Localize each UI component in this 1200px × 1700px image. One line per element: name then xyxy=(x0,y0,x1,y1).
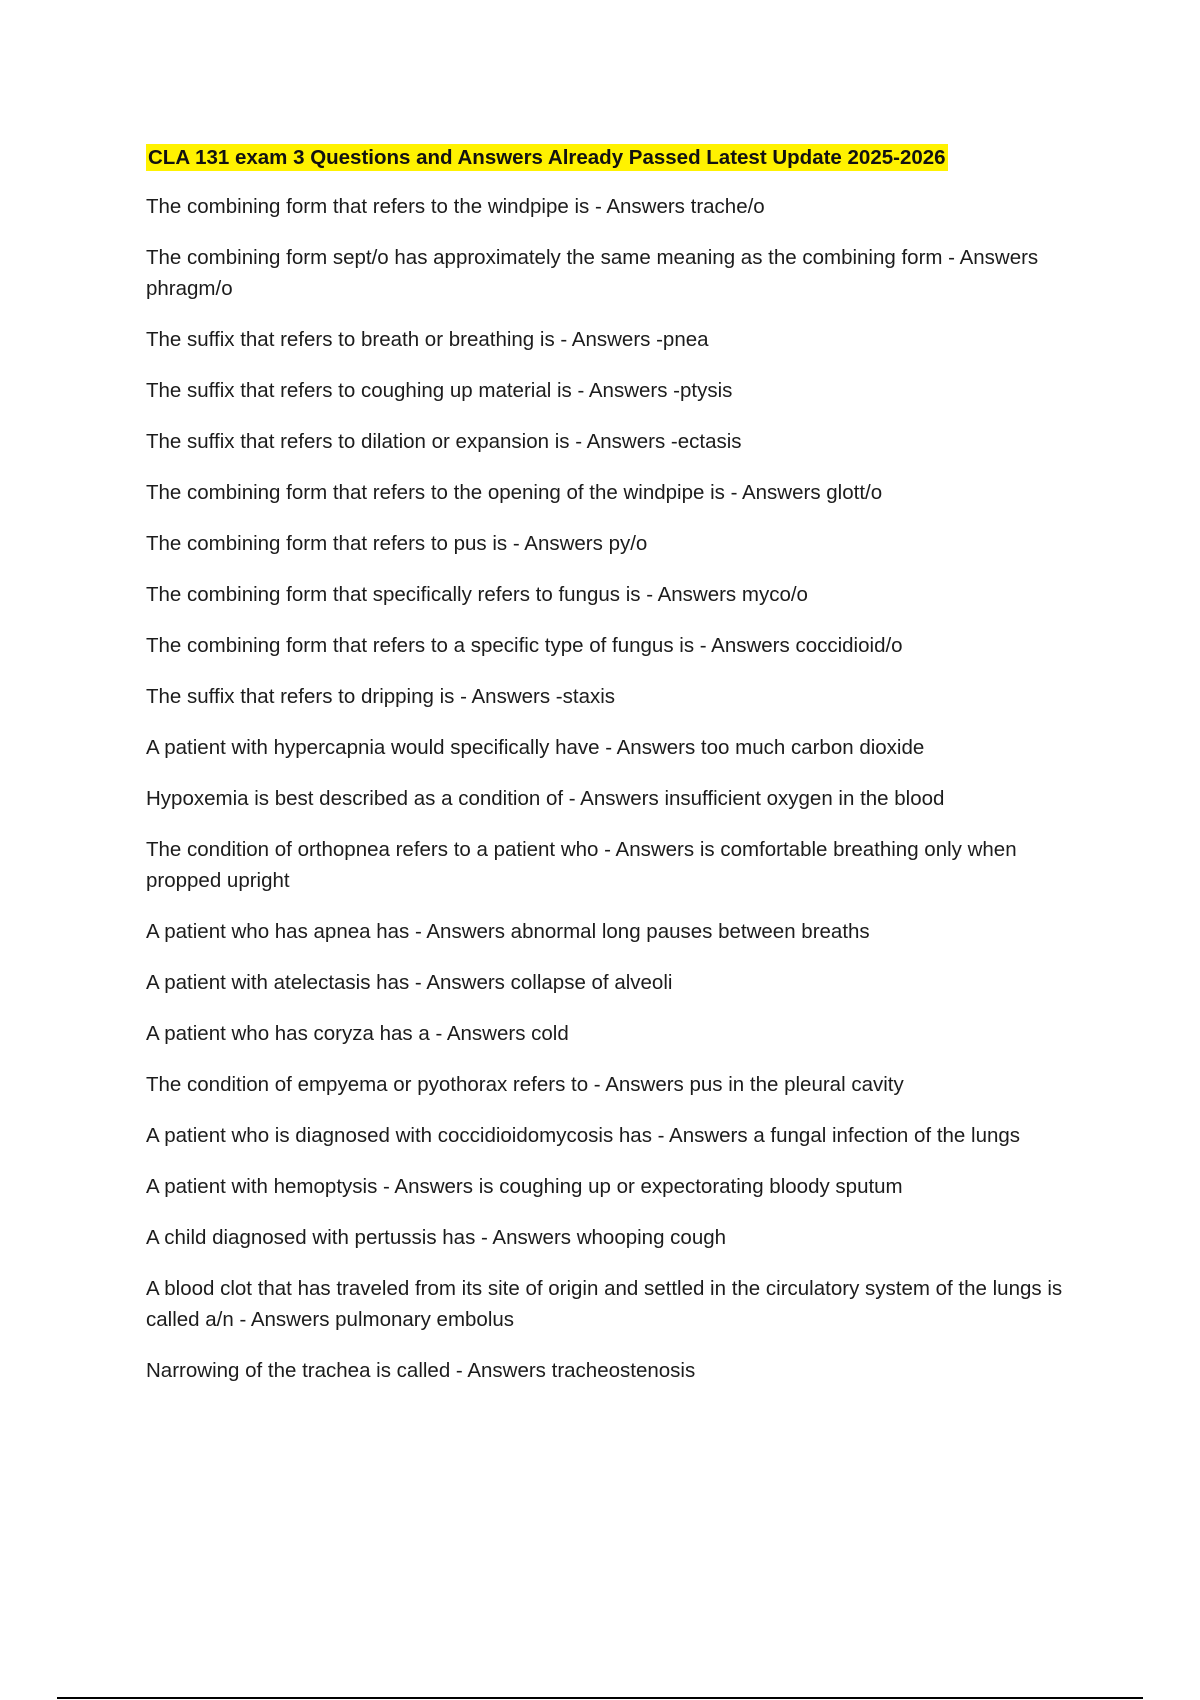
qa-item: A patient with hemoptysis - Answers is coughing up or expectorating bloody sputum xyxy=(146,1175,903,1198)
qa-item: A patient who has coryza has a - Answers cold xyxy=(146,1022,569,1045)
qa-item: A patient with hypercapnia would specifically have - Answers too much carbon dioxide xyxy=(146,736,925,759)
qa-item: The combining form that refers to the windpipe is - Answers trache/o xyxy=(146,195,765,218)
qa-item: The condition of orthopnea refers to a patient who - Answers is comfortable breathing only when propped upright xyxy=(146,838,1017,892)
qa-item: A patient who has apnea has - Answers abnormal long pauses between breaths xyxy=(146,920,870,943)
qa-item: The suffix that refers to dripping is - Answers -staxis xyxy=(146,685,616,708)
qa-item: A patient who is diagnosed with coccidioidomycosis has - Answers a fungal infection of the lungs xyxy=(146,1124,1021,1147)
qa-item: A blood clot that has traveled from its site of origin and settled in the circulatory system of the lungs is called a/n - Answers pulmonary embolus xyxy=(146,1277,1063,1331)
qa-item: The combining form sept/o has approximately the same meaning as the combining form - Answers phragm/o xyxy=(146,246,1039,300)
qa-item: The combining form that refers to the opening of the windpipe is - Answers glott/o xyxy=(146,481,883,504)
qa-list xyxy=(146,191,1086,1386)
qa-item: The combining form that refers to a specific type of fungus is - Answers coccidioid/o xyxy=(146,634,903,657)
qa-item: The combining form that refers to pus is - Answers py/o xyxy=(146,532,648,555)
qa-item: The combining form that specifically refers to fungus is - Answers myco/o xyxy=(146,583,808,606)
qa-item: Hypoxemia is best described as a condition of - Answers insufficient oxygen in the blood xyxy=(146,787,945,810)
page-bottom-rule xyxy=(57,1697,1143,1699)
qa-item: A child diagnosed with pertussis has - Answers whooping cough xyxy=(146,1226,727,1249)
qa-item: The suffix that refers to coughing up material is - Answers -ptysis xyxy=(146,379,733,402)
document-content xyxy=(146,144,1086,1386)
qa-item: The condition of empyema or pyothorax refers to - Answers pus in the pleural cavity xyxy=(146,1073,904,1096)
document-title: CLA 131 exam 3 Questions and Answers Already Passed Latest Update 2025-2026 xyxy=(148,146,946,169)
qa-item: The suffix that refers to breath or breathing is - Answers -pnea xyxy=(146,328,709,351)
qa-item: A patient with atelectasis has - Answers collapse of alveoli xyxy=(146,971,673,994)
qa-item: Narrowing of the trachea is called - Answers tracheostenosis xyxy=(146,1359,696,1382)
qa-item: The suffix that refers to dilation or expansion is - Answers -ectasis xyxy=(146,430,742,453)
